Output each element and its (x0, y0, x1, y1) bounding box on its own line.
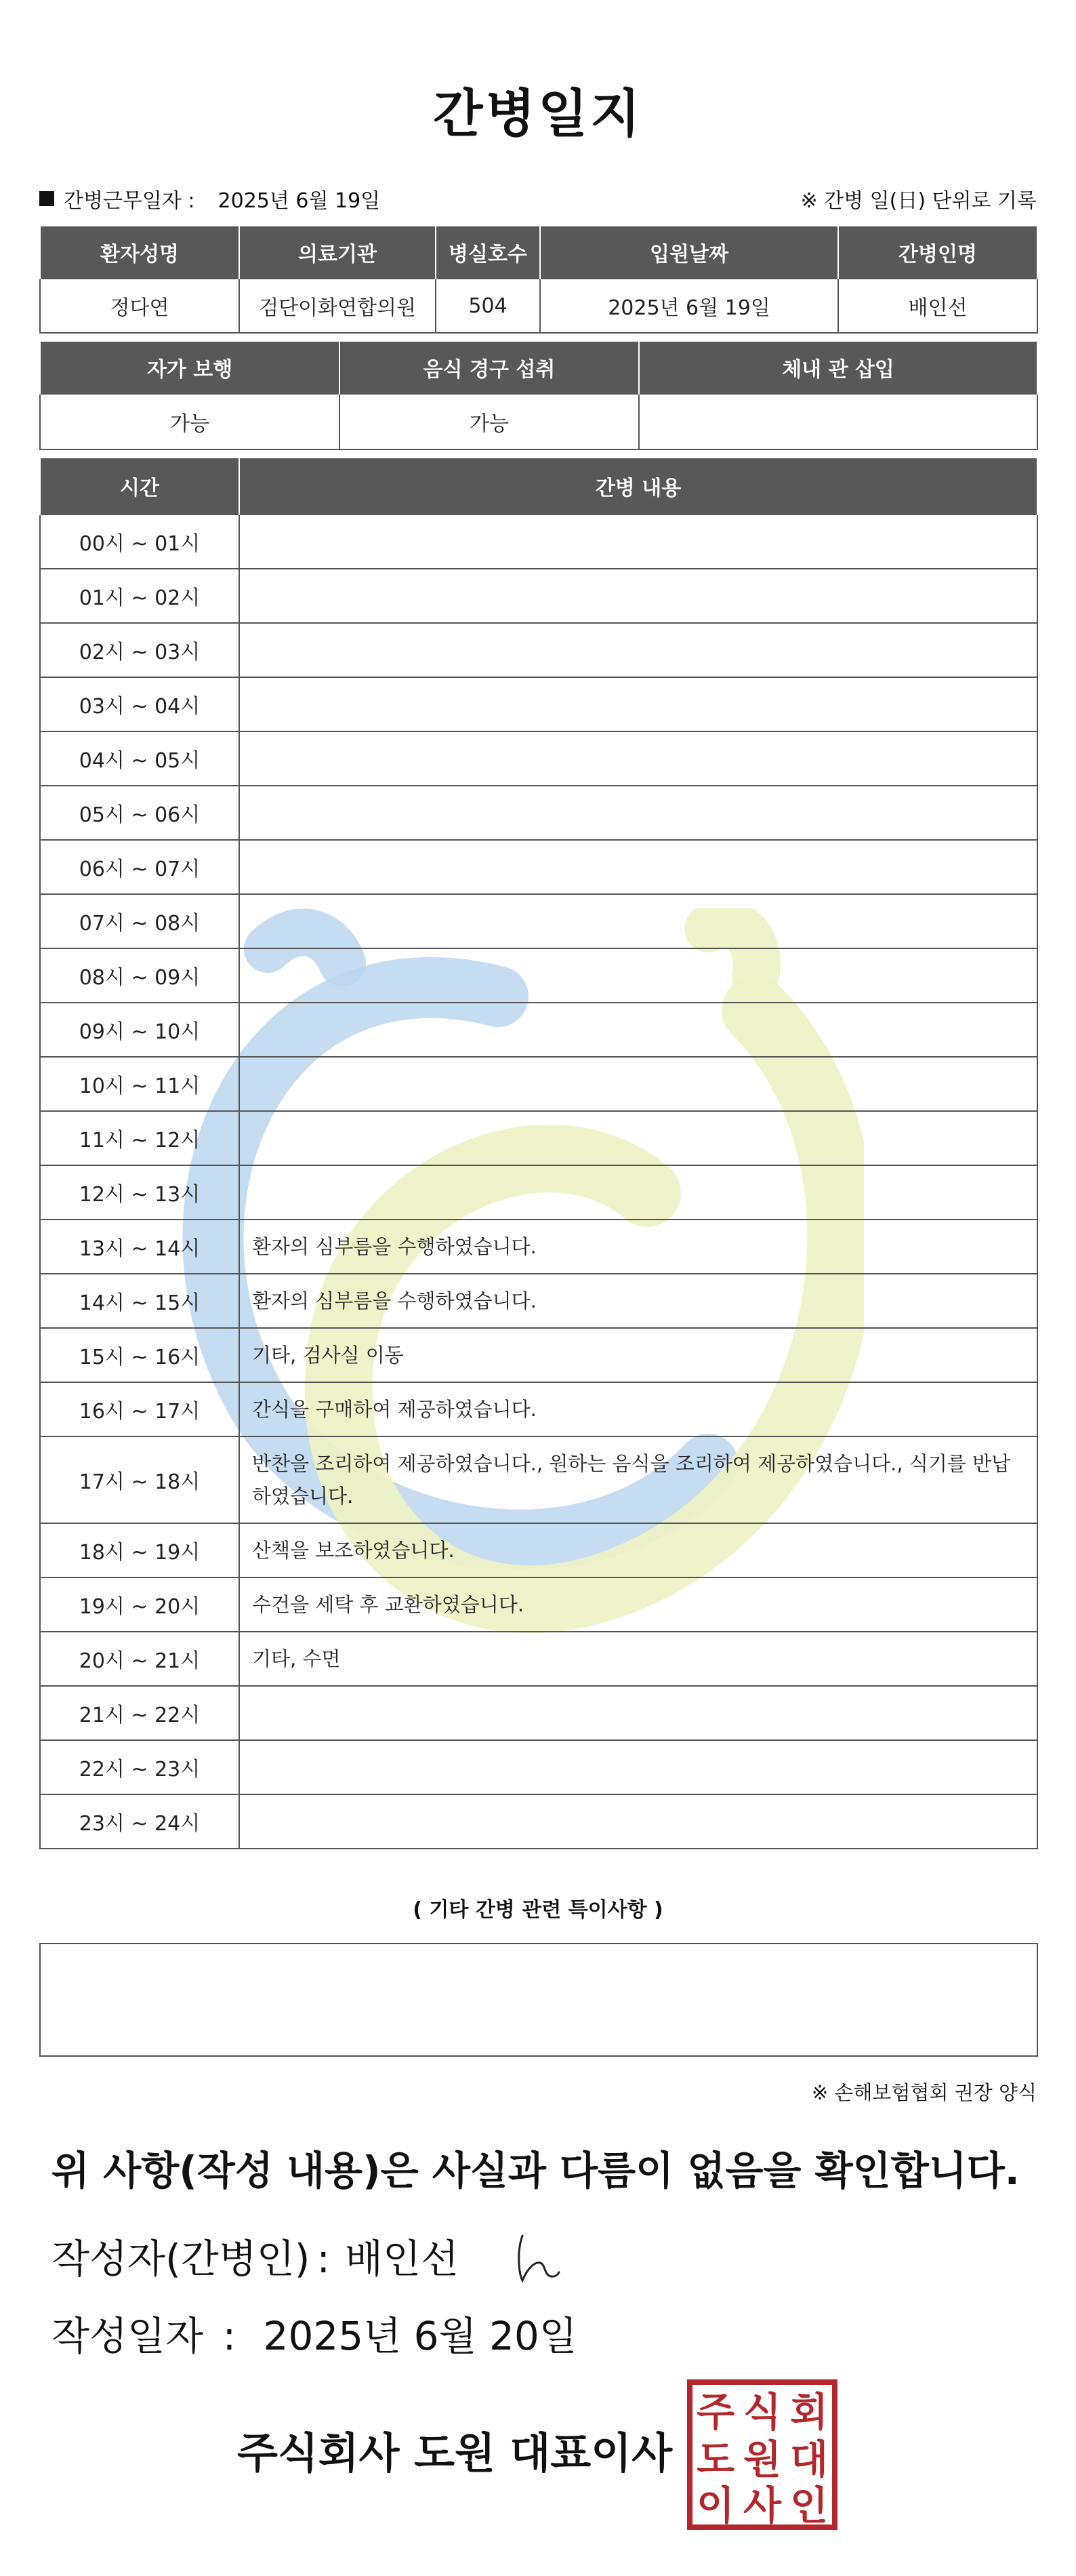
content-cell (239, 894, 1037, 948)
record-note: ※ 간병 일(日) 단위로 기록 (800, 189, 1037, 213)
company-seal (686, 2378, 839, 2531)
svg-text:대: 대 (789, 2436, 829, 2482)
table-row (40, 1577, 1037, 1632)
time-cell: 04시 ~ 05시 (40, 731, 239, 786)
hospital-name: 검단이화연합의원 (239, 279, 436, 333)
table-row (40, 623, 1037, 677)
time-cell: 14시 ~ 15시 (40, 1274, 239, 1328)
time-cell: 15시 ~ 16시 (40, 1328, 239, 1382)
content-cell (239, 677, 1037, 731)
write-date-value: 2025년 6월 20일 (263, 2313, 577, 2359)
time-cell: 10시 ~ 11시 (40, 1057, 239, 1111)
time-cell: 02시 ~ 03시 (40, 623, 239, 677)
table-row (40, 786, 1037, 840)
content-cell (239, 569, 1037, 623)
table-row (40, 1274, 1037, 1328)
author-name: 배인선 (344, 2236, 459, 2282)
header-room-number: 병실호수 (436, 226, 540, 279)
recommend-note: ※ 손해보험협회 권장 양식 (811, 2081, 1037, 2104)
care-log-table (39, 458, 1038, 1849)
svg-text:식: 식 (743, 2389, 782, 2435)
content-cell: 수건을 세탁 후 교환하였습니다. (239, 1577, 1037, 1632)
header-hospital: 의료기관 (239, 226, 436, 279)
header-tube-insertion: 체내 관 삽입 (639, 342, 1037, 394)
time-cell: 11시 ~ 12시 (40, 1111, 239, 1165)
table-row (40, 569, 1037, 623)
content-cell: 간식을 구매하여 제공하였습니다. (239, 1382, 1037, 1436)
svg-text:도: 도 (696, 2436, 735, 2482)
write-date-colon: : (222, 2313, 236, 2359)
time-cell: 16시 ~ 17시 (40, 1382, 239, 1436)
content-cell (239, 1165, 1037, 1220)
svg-text:주: 주 (696, 2389, 735, 2435)
header-patient-name: 환자성명 (40, 226, 239, 279)
time-cell: 01시 ~ 02시 (40, 569, 239, 623)
author-line (51, 2225, 560, 2293)
time-cell: 18시 ~ 19시 (40, 1523, 239, 1577)
room-number: 504 (436, 279, 540, 333)
content-cell (239, 515, 1037, 569)
content-cell (239, 1111, 1037, 1165)
header-walking: 자가 보행 (40, 342, 339, 394)
walking-status: 가능 (40, 394, 339, 449)
table-row (40, 515, 1037, 569)
time-cell: 06시 ~ 07시 (40, 840, 239, 894)
time-cell: 20시 ~ 21시 (40, 1632, 239, 1686)
table-row (40, 1165, 1037, 1220)
content-cell: 산책을 보조하였습니다. (239, 1523, 1037, 1577)
notes-heading: ( 기타 간병 관련 특이사항 ) (413, 1898, 663, 1922)
write-date-label: 작성일자 (51, 2313, 204, 2359)
table-row (40, 1220, 1037, 1274)
time-cell: 17시 ~ 18시 (40, 1436, 239, 1523)
header-time: 시간 (40, 458, 239, 515)
table-row (40, 1523, 1037, 1577)
table-row (40, 1632, 1037, 1686)
time-cell: 00시 ~ 01시 (40, 515, 239, 569)
time-cell: 08시 ~ 09시 (40, 948, 239, 1003)
table-row (40, 1740, 1037, 1794)
table-row (40, 1686, 1037, 1740)
confirmation-statement: 위 사항(작성 내용)은 사실과 다름이 없음을 확인합니다. (51, 2148, 1020, 2194)
write-date-line (51, 2302, 577, 2370)
work-date-label: 간병근무일자 : (64, 189, 195, 213)
seal-stamp-icon (686, 2378, 839, 2531)
table-row (40, 894, 1037, 948)
content-cell (239, 1740, 1037, 1794)
header-care-content: 간병 내용 (239, 458, 1037, 515)
table-row (40, 840, 1037, 894)
content-cell: 환자의 심부름을 수행하였습니다. (239, 1220, 1037, 1274)
time-cell: 07시 ~ 08시 (40, 894, 239, 948)
header-caregiver-name: 간병인명 (838, 226, 1037, 279)
content-cell (239, 1794, 1037, 1849)
time-cell: 22시 ~ 23시 (40, 1740, 239, 1794)
svg-text:이: 이 (696, 2482, 735, 2529)
patient-status-table (39, 342, 1038, 450)
time-cell: 21시 ~ 22시 (40, 1686, 239, 1740)
svg-text:인: 인 (789, 2482, 829, 2529)
time-cell: 12시 ~ 13시 (40, 1165, 239, 1220)
content-cell (239, 948, 1037, 1003)
content-cell (239, 1057, 1037, 1111)
content-cell (239, 1003, 1037, 1057)
content-cell (239, 623, 1037, 677)
table-row (40, 1794, 1037, 1849)
content-cell: 반찬을 조리하여 제공하였습니다., 원하는 음식을 조리하여 제공하였습니다., 식기를 반납하였습니다. (239, 1436, 1037, 1523)
notes-box (39, 1943, 1038, 2057)
signature-icon (513, 2232, 560, 2286)
table-row (40, 677, 1037, 731)
work-date-group (39, 184, 380, 214)
square-bullet-icon (39, 191, 54, 206)
table-row (40, 1382, 1037, 1436)
time-cell: 09시 ~ 10시 (40, 1003, 239, 1057)
time-cell: 19시 ~ 20시 (40, 1577, 239, 1632)
work-date-value: 2025년 6월 19일 (218, 189, 381, 213)
table-row (40, 731, 1037, 786)
svg-text:원: 원 (743, 2436, 782, 2482)
content-cell: 기타, 수면 (239, 1632, 1037, 1686)
table-row (40, 1328, 1037, 1382)
table-row (40, 948, 1037, 1003)
svg-text:회: 회 (789, 2389, 829, 2435)
meta-row (39, 175, 1037, 222)
content-cell (239, 840, 1037, 894)
patient-name: 정다연 (40, 279, 239, 333)
tube-insertion-status (639, 394, 1037, 449)
header-admission-date: 입원날짜 (540, 226, 838, 279)
content-cell: 환자의 심부름을 수행하였습니다. (239, 1274, 1037, 1328)
table-row (40, 1111, 1037, 1165)
table-row (40, 1003, 1037, 1057)
document-title: 간병일지 (433, 83, 643, 144)
header-oral-intake: 음식 경구 섭취 (339, 342, 639, 394)
time-cell: 05시 ~ 06시 (40, 786, 239, 840)
oral-intake-status: 가능 (339, 394, 639, 449)
table-row (40, 1057, 1037, 1111)
caregiver-name: 배인선 (838, 279, 1037, 333)
patient-info-table (39, 226, 1038, 334)
time-cell: 03시 ~ 04시 (40, 677, 239, 731)
content-cell (239, 786, 1037, 840)
time-cell: 23시 ~ 24시 (40, 1794, 239, 1849)
admission-date: 2025년 6월 19일 (540, 279, 838, 333)
content-cell (239, 731, 1037, 786)
author-colon: : (316, 2236, 330, 2282)
content-cell: 기타, 검사실 이동 (239, 1328, 1037, 1382)
table-row (40, 1436, 1037, 1523)
company-representative: 주식회사 도원 대표이사 (237, 2428, 673, 2478)
content-cell (239, 1686, 1037, 1740)
time-cell: 13시 ~ 14시 (40, 1220, 239, 1274)
author-label: 작성자(간병인) (51, 2236, 310, 2282)
svg-text:사: 사 (743, 2482, 782, 2529)
